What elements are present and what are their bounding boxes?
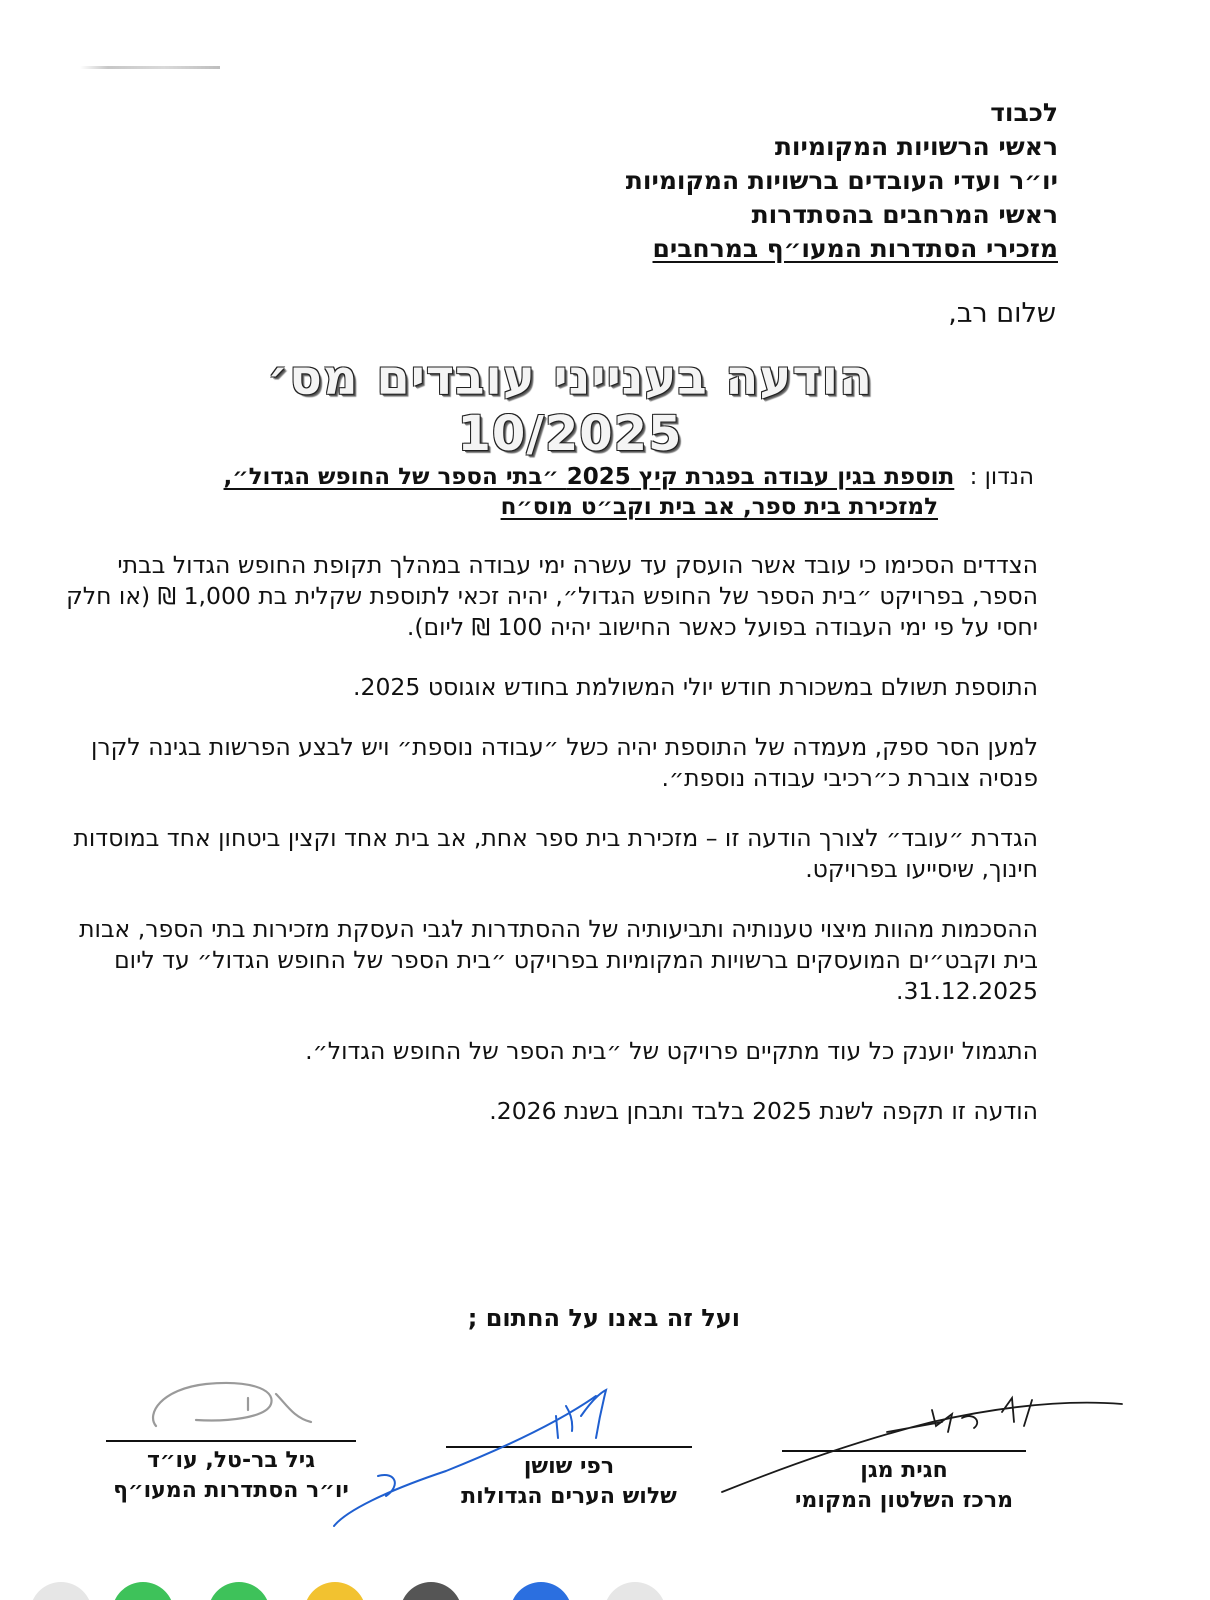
letter-body	[48, 550, 1038, 1156]
subject-text: למזכירת בית ספר, אב בית וקב״ט מוס״ח	[500, 494, 938, 520]
signatory-title: שלוש הערים הגדולות	[461, 1484, 677, 1509]
share-app-icon[interactable]	[304, 1582, 366, 1600]
body-paragraph: הגדרת ״עובד״ לצורך הודעה זו – מזכירת בית ספר אחת, אב בית אחד וקצין ביטחון אחד במוסדות חינוך, שיסייעו בפרויקט.	[73, 824, 1038, 883]
closing-line: ועל זה באנו על החתום ;	[467, 1304, 740, 1332]
share-app-icon[interactable]	[30, 1582, 92, 1600]
share-bar	[0, 1582, 1210, 1600]
share-app-icon[interactable]	[604, 1582, 666, 1600]
body-paragraph: ההסכמות מהוות מיצוי טענותיה ותביעותיה של ההסתדרות לגבי העסקת מזכירות בתי הספר, אבות בית וקבט״ים המועסקים ברשויות המקומיות בפרויקט ״בית הספר של החופש הגדול״ עד ליום 31.12.2025.	[79, 915, 1038, 1005]
addressee-line: לכבוד	[990, 98, 1058, 127]
signatory-title: מרכז השלטון המקומי	[794, 1488, 1014, 1513]
addressee-line: ראשי המרחבים בהסתדרות	[751, 200, 1058, 229]
greeting: שלום רב,	[948, 298, 1056, 329]
subject-label: הנדון :	[969, 464, 1034, 490]
share-app-icon[interactable]	[400, 1582, 462, 1600]
share-app-icon[interactable]	[112, 1582, 174, 1600]
addressee-line: יו״ר ועדי העובדים ברשויות המקומיות	[625, 166, 1058, 195]
share-app-icon[interactable]	[208, 1582, 270, 1600]
subject-block	[224, 462, 1034, 522]
signatory-name: גיל בר-טל, עו״ד	[146, 1448, 316, 1473]
signature-line	[782, 1450, 1026, 1452]
addressee-line: מזכירי הסתדרות המעו״ף במרחבים	[652, 234, 1058, 263]
share-app-icon[interactable]	[510, 1582, 572, 1600]
addressee-line: ראשי הרשויות המקומיות	[774, 132, 1058, 161]
signature-line	[106, 1440, 356, 1442]
body-paragraph: למען הסר ספק, מעמדה של התוספת יהיה כשל ״עבודה נוספת״ ויש לבצע הפרשות בגינה לקרן פנסיה צוברת כ״רכיבי עבודה נוספת״.	[90, 733, 1038, 792]
subject-text: תוספת בגין עבודה בפגרת קיץ 2025 ״בתי הספר של החופש הגדול״,	[223, 464, 955, 490]
signature-line	[446, 1446, 692, 1448]
signature-block	[446, 1446, 692, 1512]
signatory-title: יו״ר הסתדרות המעו״ף	[113, 1478, 349, 1503]
notice-headline: הודעה בענייני עובדים מס׳ 10/2025	[266, 350, 874, 462]
addressee-block	[626, 96, 1058, 266]
body-paragraph: הודעה זו תקפה לשנת 2025 בלבד ותבחן בשנת 2026.	[489, 1097, 1038, 1125]
signature-block	[782, 1450, 1026, 1516]
body-paragraph: התוספת תשולם במשכורת חודש יולי המשולמת בחודש אוגוסט 2025.	[353, 673, 1038, 701]
signatory-name: חגית מגן	[860, 1458, 948, 1483]
signatory-name: רפי שושן	[523, 1454, 615, 1479]
body-paragraph: התגמול יוענק כל עוד מתקיים פרויקט של ״בית הספר של החופש הגדול״.	[305, 1037, 1038, 1065]
signature-block	[106, 1440, 356, 1506]
body-paragraph: הצדדים הסכימו כי עובד אשר הועסק עד עשרה ימי עבודה במהלך תקופת החופש הגדול בבתי הספר, בפרויקט ״בית הספר של החופש הגדול״, יהיה זכאי לתוספת שקלית בת 1,000 ₪ (או חלק יחסי על פי ימי העבודה בפועל כאשר החישוב יהיה 100 ₪ ליום).	[66, 551, 1038, 641]
handwritten-signature	[136, 1374, 336, 1444]
scan-artifact	[80, 66, 220, 69]
